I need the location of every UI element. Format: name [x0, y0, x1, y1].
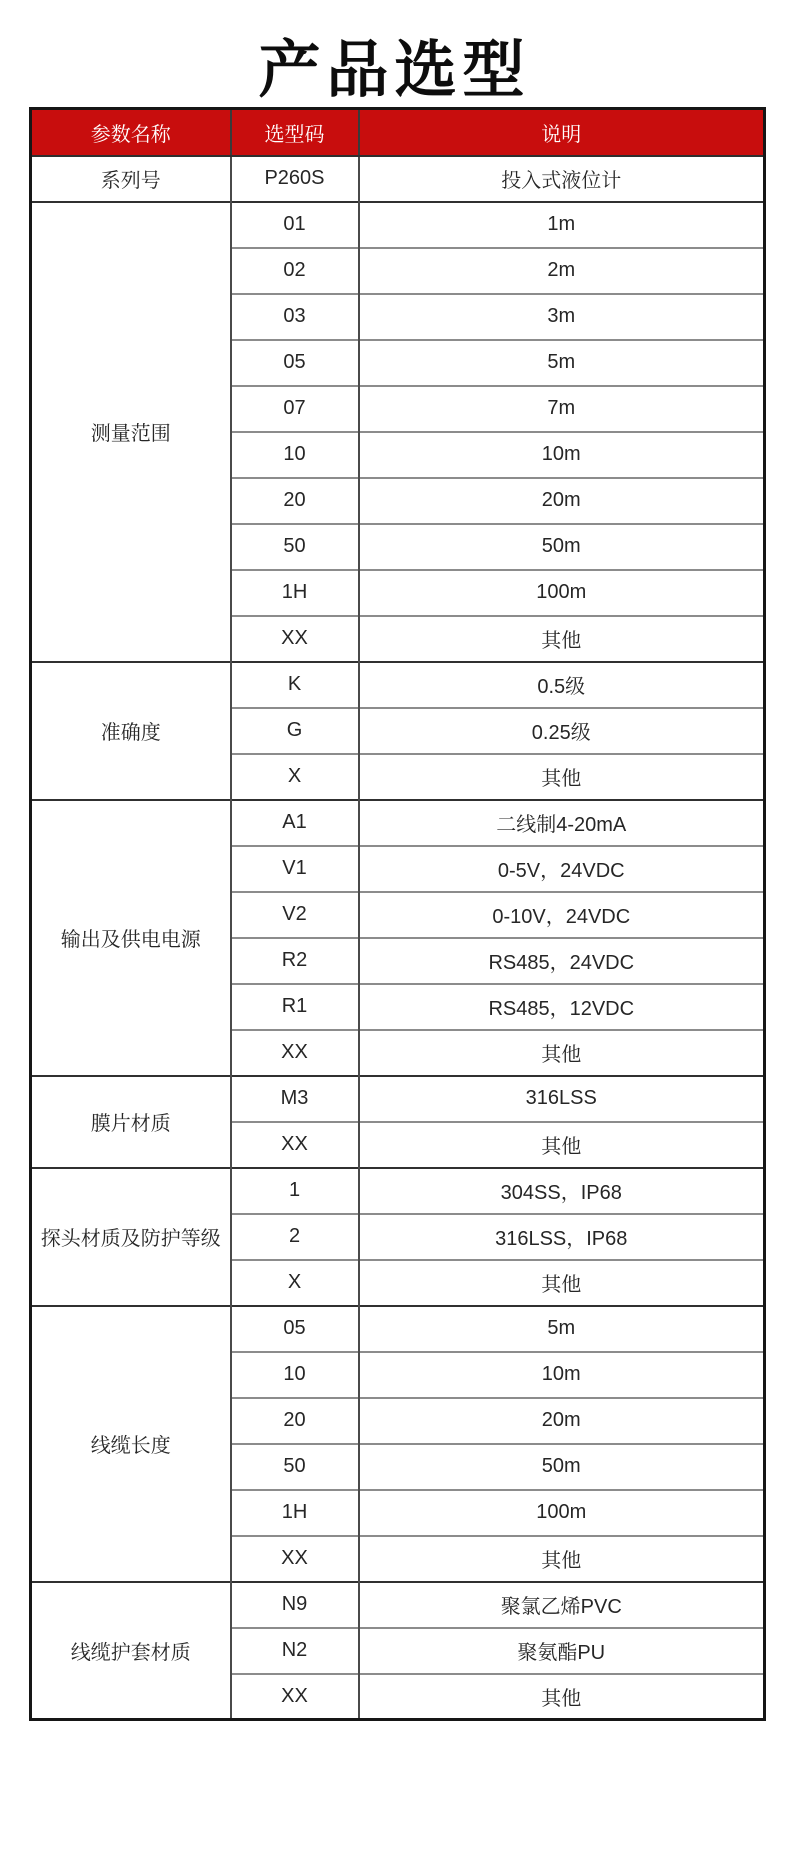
description-cell: 10m — [359, 1352, 765, 1398]
description-cell: 10m — [359, 432, 765, 478]
description-cell: 其他 — [359, 1122, 765, 1168]
table-row — [31, 1168, 765, 1214]
parameter-name-cell: 测量范围 — [31, 202, 231, 662]
selection-code-cell: 20 — [231, 478, 359, 524]
selection-code-cell: 2 — [231, 1214, 359, 1260]
selection-code-cell: K — [231, 662, 359, 708]
parameter-name-cell: 输出及供电电源 — [31, 800, 231, 1076]
table-row — [31, 800, 765, 846]
description-cell: 二线制4-20mA — [359, 800, 765, 846]
table-row — [31, 1582, 765, 1628]
selection-code-cell: 20 — [231, 1398, 359, 1444]
description-cell: 投入式液位计 — [359, 156, 765, 202]
selection-code-cell: 03 — [231, 294, 359, 340]
selection-code-cell: R1 — [231, 984, 359, 1030]
description-cell: 聚氨酯PU — [359, 1628, 765, 1674]
selection-code-cell: 50 — [231, 1444, 359, 1490]
selection-code-cell: 05 — [231, 340, 359, 386]
description-cell: 316LSS，IP68 — [359, 1214, 765, 1260]
description-cell: 其他 — [359, 1030, 765, 1076]
selection-code-cell: XX — [231, 1674, 359, 1720]
selection-code-cell: R2 — [231, 938, 359, 984]
description-cell: 0.25级 — [359, 708, 765, 754]
description-cell: 20m — [359, 1398, 765, 1444]
col-header-parameter-name: 参数名称 — [31, 109, 231, 156]
description-cell: 聚氯乙烯PVC — [359, 1582, 765, 1628]
description-cell: 其他 — [359, 1674, 765, 1720]
description-cell: 304SS，IP68 — [359, 1168, 765, 1214]
description-cell: 100m — [359, 1490, 765, 1536]
description-cell: 0.5级 — [359, 662, 765, 708]
col-header-description: 说明 — [359, 109, 765, 156]
selection-code-cell: 05 — [231, 1306, 359, 1352]
selection-code-cell: V1 — [231, 846, 359, 892]
table-header-row — [31, 109, 765, 156]
description-cell: 3m — [359, 294, 765, 340]
selection-code-cell: XX — [231, 616, 359, 662]
page-title: 产品选型 — [258, 36, 531, 105]
description-cell: 0-5V，24VDC — [359, 846, 765, 892]
parameter-name-cell: 系列号 — [31, 156, 231, 202]
selection-code-cell: 1H — [231, 1490, 359, 1536]
table-body — [31, 156, 765, 1720]
selection-code-cell: XX — [231, 1122, 359, 1168]
selection-code-cell: X — [231, 754, 359, 800]
selection-code-cell: 10 — [231, 432, 359, 478]
selection-code-cell: V2 — [231, 892, 359, 938]
selection-code-cell: 50 — [231, 524, 359, 570]
description-cell: RS485，24VDC — [359, 938, 765, 984]
parameter-name-cell: 膜片材质 — [31, 1076, 231, 1168]
selection-code-cell: 1H — [231, 570, 359, 616]
selection-code-cell: M3 — [231, 1076, 359, 1122]
parameter-name-cell: 准确度 — [31, 662, 231, 800]
description-cell: 1m — [359, 202, 765, 248]
parameter-name-cell: 探头材质及防护等级 — [31, 1168, 231, 1306]
description-cell: 50m — [359, 1444, 765, 1490]
description-cell: 5m — [359, 1306, 765, 1352]
description-cell: 5m — [359, 340, 765, 386]
selection-code-cell: 02 — [231, 248, 359, 294]
col-header-selection-code: 选型码 — [231, 109, 359, 156]
description-cell: 100m — [359, 570, 765, 616]
table-row — [31, 1306, 765, 1352]
description-cell: 7m — [359, 386, 765, 432]
description-cell: 316LSS — [359, 1076, 765, 1122]
description-cell: 其他 — [359, 1260, 765, 1306]
description-cell: 0-10V，24VDC — [359, 892, 765, 938]
parameter-name-cell: 线缆长度 — [31, 1306, 231, 1582]
selection-code-cell: A1 — [231, 800, 359, 846]
table-row — [31, 156, 765, 202]
selection-code-cell: N9 — [231, 1582, 359, 1628]
table-row — [31, 662, 765, 708]
description-cell: 50m — [359, 524, 765, 570]
table-row — [31, 202, 765, 248]
selection-code-cell: 10 — [231, 1352, 359, 1398]
selection-code-cell: G — [231, 708, 359, 754]
description-cell: 20m — [359, 478, 765, 524]
description-cell: 其他 — [359, 616, 765, 662]
selection-code-cell: XX — [231, 1030, 359, 1076]
selection-code-cell: 07 — [231, 386, 359, 432]
description-cell: 2m — [359, 248, 765, 294]
selection-code-cell: P260S — [231, 156, 359, 202]
description-cell: RS485，12VDC — [359, 984, 765, 1030]
selection-code-cell: XX — [231, 1536, 359, 1582]
parameter-name-cell: 线缆护套材质 — [31, 1582, 231, 1720]
description-cell: 其他 — [359, 1536, 765, 1582]
selection-code-cell: 01 — [231, 202, 359, 248]
table-row — [31, 1076, 765, 1122]
selection-code-cell: N2 — [231, 1628, 359, 1674]
product-selection-table — [29, 107, 766, 1721]
description-cell: 其他 — [359, 754, 765, 800]
selection-code-cell: 1 — [231, 1168, 359, 1214]
selection-code-cell: X — [231, 1260, 359, 1306]
